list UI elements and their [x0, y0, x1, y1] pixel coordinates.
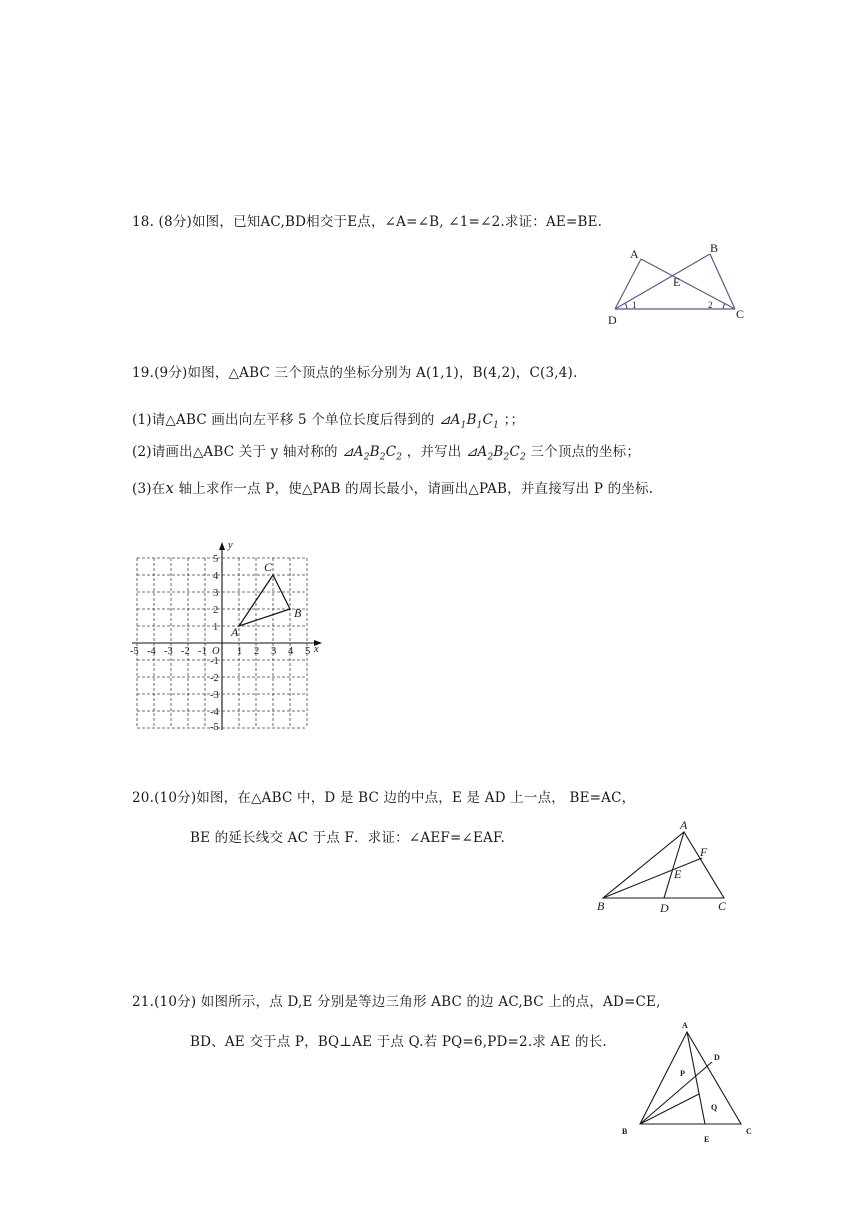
y-tick-n1: -1	[210, 656, 219, 667]
label-18-E: E	[673, 275, 681, 289]
x-tick-n4: -4	[147, 646, 156, 657]
y-tick-3: 3	[213, 588, 219, 599]
y-tick-5: 5	[213, 554, 219, 565]
label-21-P: P	[680, 1069, 685, 1078]
problem-21-line1: 21.(10分) 如图所示，点 D,E 分别是等边三角形 ABC 的边 AC,BC 上的点，AD=CE,	[132, 994, 661, 1010]
point-B-label: B	[294, 606, 302, 620]
label-18-A: A	[630, 247, 639, 261]
figure-21	[616, 1016, 766, 1146]
coordinate-grid	[128, 540, 328, 733]
x-tick-n5: -5	[130, 646, 139, 657]
q1-text: (1)请△ABC 画出向左平移 5 个单位长度后得到的	[132, 412, 435, 428]
point-A-label: A	[231, 625, 239, 639]
q1-end: ；；	[503, 412, 525, 428]
problem-19-q3: (3)在x 轴上求作一点 P，使△PAB 的周长最小，请画出△PAB，并直接写出 P 的坐标.	[132, 479, 654, 497]
problem-20-line1: 20.(10分)如图，在△ABC 中，D 是 BC 边的中点，E 是 AD 上一点， BE=AC，	[132, 790, 636, 806]
label-20-D: D	[660, 901, 669, 915]
y-tick-2: 2	[213, 605, 219, 616]
label-18-C: C	[736, 307, 745, 321]
x-tick-3: 3	[271, 646, 277, 657]
problem-20-line2: BE 的延长线交 AC 于点 F．求证：∠AEF=∠EAF.	[190, 830, 505, 846]
y-tick-n5: -5	[210, 722, 219, 733]
y-tick-4: 4	[213, 571, 219, 582]
y-axis-label: y	[228, 540, 233, 551]
x-tick-4: 4	[288, 646, 294, 657]
label-20-B: B	[597, 899, 605, 913]
label-21-E: E	[704, 1135, 710, 1144]
label-20-F: F	[700, 845, 708, 859]
q1-triangle: $⊿A_1B_1C_1$	[439, 412, 500, 431]
x-tick-n2: -2	[181, 646, 190, 657]
point-C-label: C	[264, 560, 273, 574]
x-tick-5: 5	[305, 646, 311, 657]
x-tick-2: 2	[254, 646, 260, 657]
label-20-A: A	[680, 818, 688, 832]
y-tick-n4: -4	[210, 707, 219, 718]
label-21-Q: Q	[711, 1103, 718, 1112]
label-21-D: D	[714, 1053, 720, 1062]
label-20-E: E	[674, 867, 682, 881]
problem-21-line2: BD、AE 交于点 P，BQ⊥AE 于点 Q.若 PQ=6,PD=2.求 AE 的长.	[190, 1034, 607, 1050]
label-18-angle2: 2	[708, 300, 713, 310]
x-tick-n3: -3	[164, 646, 173, 657]
label-18-B: B	[710, 241, 719, 255]
label-21-B: B	[622, 1127, 628, 1136]
label-21-A: A	[682, 1021, 688, 1030]
problem-19-q2: (2)请画出△ABC 关于 y 轴对称的 $⊿A_2B_2C_2$ ，并写出 $⊿A_2B_2C_2$ 三个顶点的坐标；	[132, 444, 641, 463]
y-tick-n2: -2	[210, 673, 219, 684]
label-18-angle1: 1	[632, 300, 637, 310]
figure-18	[600, 236, 760, 326]
label-20-C: C	[718, 899, 727, 913]
label-21-C: C	[746, 1127, 752, 1136]
q2-triangle-2: $⊿A_2B_2C_2$	[465, 444, 526, 463]
problem-18-text: 18. (8分)如图，已知AC,BD相交于E点，∠A=∠B, ∠1=∠2.求证：AE=BE.	[132, 214, 603, 230]
x-tick-1: 1	[237, 646, 243, 657]
q2-triangle: $⊿A_2B_2C_2$	[342, 444, 403, 463]
y-tick-1: 1	[213, 622, 219, 633]
problem-19-q1	[132, 411, 524, 435]
figure-20	[594, 818, 744, 918]
origin-label: O	[212, 646, 220, 657]
x-axis-label: x	[314, 644, 319, 655]
x-tick-n1: -1	[198, 646, 207, 657]
y-tick-n3: -3	[210, 690, 219, 701]
problem-19-intro: 19.(9分)如图，△ABC 三个顶点的坐标分别为 A(1,1)，B(4,2)，C(3,4).	[132, 365, 578, 381]
label-18-D: D	[608, 313, 617, 327]
